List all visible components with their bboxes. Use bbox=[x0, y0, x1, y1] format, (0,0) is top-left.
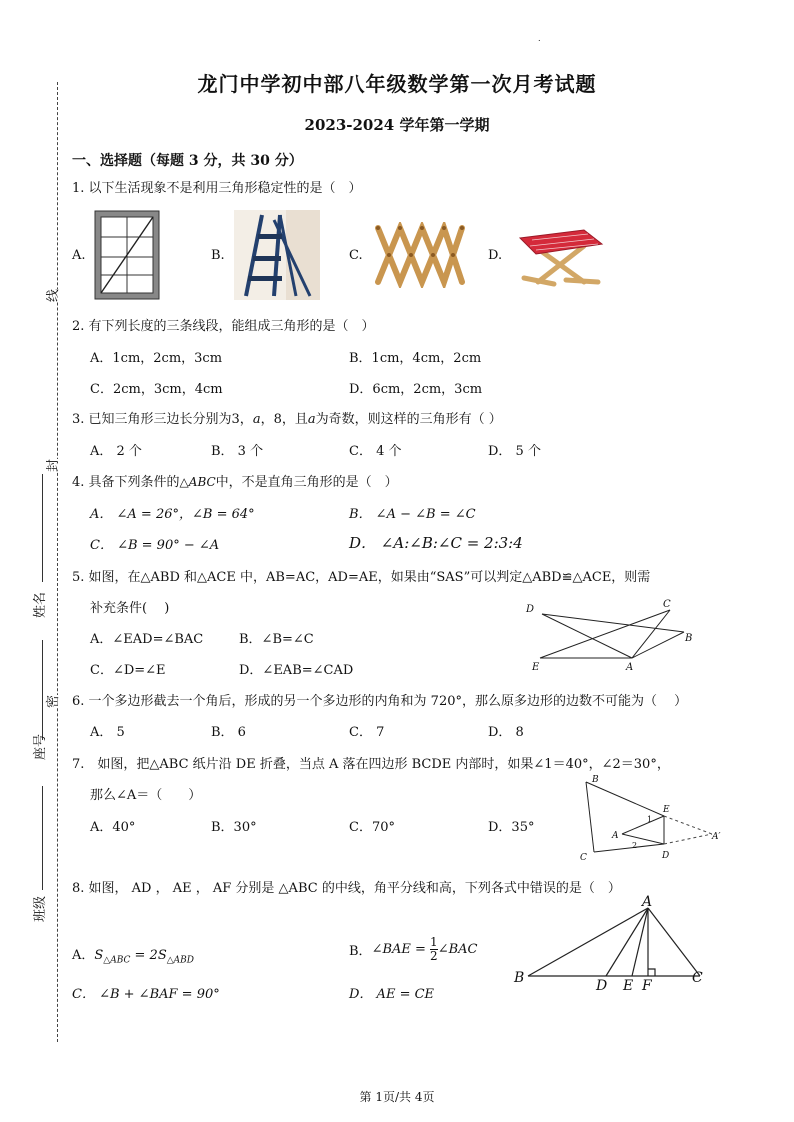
folding-stool-image bbox=[514, 222, 606, 288]
class-label: 班级 bbox=[33, 895, 48, 922]
q6-option-d: D． 8 bbox=[488, 725, 524, 740]
q4-stem: 4. 具备下列条件的△ABC中，不是直角三角形的是（ ） bbox=[72, 475, 398, 490]
name-write-line bbox=[42, 474, 43, 582]
q8-label-b: B bbox=[514, 970, 525, 986]
q7-label-e: E bbox=[663, 805, 670, 815]
q7-angle-1: 1 bbox=[647, 815, 653, 824]
page-subtitle: 2023-2024 学年第一学期 bbox=[304, 116, 490, 134]
q8-stem: 8. 如图， AD ， AE ， AF 分别是 △ABC 的中线，角平分线和高，下列各式中错误的是（ ） bbox=[72, 881, 621, 896]
step-ladder-image bbox=[234, 210, 320, 300]
q3-option-b: B． 3 个 bbox=[211, 444, 264, 459]
q7-label-a-prime: A′ bbox=[712, 832, 721, 842]
q6-option-a: A． 5 bbox=[90, 725, 125, 740]
q5-label-a: A bbox=[626, 662, 634, 673]
q8-option-c: C． ∠B + ∠BAF = 90° bbox=[72, 987, 220, 1002]
q7-label-b: B bbox=[592, 775, 599, 785]
q1-option-b: B. bbox=[211, 248, 225, 263]
q3-option-d: D． 5 个 bbox=[488, 444, 541, 459]
q8-option-d: D． AE = CE bbox=[349, 987, 435, 1002]
q7-option-a: A．40° bbox=[90, 820, 136, 835]
q5-stem-continued: 补充条件( ) bbox=[90, 601, 170, 616]
q7-option-c: C．70° bbox=[349, 820, 395, 835]
class-write-line bbox=[42, 786, 43, 890]
binding-char-mi: 密 bbox=[40, 695, 63, 708]
q2-stem: 2. 有下列长度的三条线段，能组成三角形的是（ ） bbox=[72, 319, 375, 334]
q8-option-a: A．$S_{\triangle ABC} = 2S_{\triangle ABD}$ bbox=[72, 948, 194, 966]
q1-option-d: D. bbox=[488, 248, 503, 263]
q4-option-d: D． ∠A:∠B:∠C = 2:3:4 bbox=[349, 534, 523, 552]
q1-option-c: C. bbox=[349, 248, 363, 263]
q3-option-a: A． 2 个 bbox=[90, 444, 142, 459]
section-heading: 一、选择题（每题 3 分，共 30 分） bbox=[72, 153, 303, 169]
q7-option-b: B．30° bbox=[211, 820, 257, 835]
q8-label-a: A bbox=[642, 894, 653, 910]
q1-option-a: A. bbox=[72, 248, 86, 263]
q2-option-d: D．6cm，2cm，3cm bbox=[349, 382, 483, 397]
q7-figure bbox=[574, 774, 750, 864]
q7-label-c: C bbox=[580, 853, 587, 863]
page-footer: 第 1页/共 4页 bbox=[359, 1090, 435, 1104]
q7-stem-continued: 那么∠A＝（ ） bbox=[90, 788, 202, 803]
q5-stem: 5. 如图，在△ABD 和△ACE 中，AB=AC，AD=AE，如果由“SAS”可以判定△ABD≌△ACE，则需 bbox=[72, 570, 651, 585]
q5-figure bbox=[522, 596, 698, 674]
binding-char-feng: 封 bbox=[40, 459, 63, 472]
seat-label: 座号 bbox=[33, 733, 48, 760]
q8-label-d: D bbox=[596, 978, 608, 992]
q1-stem: 1. 以下生活现象不是利用三角形稳定性的是（ ） bbox=[72, 181, 362, 196]
binding-char-xian: 线 bbox=[40, 289, 63, 302]
q4-option-b: B． ∠A − ∠B = ∠C bbox=[349, 507, 476, 522]
q2-option-a: A．1cm，2cm，3cm bbox=[90, 351, 223, 366]
window-frame-image bbox=[94, 210, 160, 300]
folding-rack-image bbox=[372, 222, 468, 288]
q2-option-c: C．2cm，3cm，4cm bbox=[90, 382, 223, 397]
q5-option-a: A．∠EAD=∠BAC bbox=[90, 632, 204, 647]
q8-label-f: F bbox=[642, 978, 652, 992]
q4-option-c: C． ∠B = 90° − ∠A bbox=[90, 538, 220, 553]
q5-label-d: D bbox=[526, 604, 535, 615]
binding-dashed-line bbox=[57, 82, 58, 1042]
seat-write-line bbox=[42, 640, 43, 740]
q5-option-b: B．∠B=∠C bbox=[239, 632, 314, 647]
q3-stem: 3. 已知三角形三边长分别为3，a，8，且a为奇数，则这样的三角形有（ ） bbox=[72, 412, 502, 427]
name-label: 姓名 bbox=[33, 591, 48, 618]
q4-option-a: A． ∠A = 26°，∠B = 64° bbox=[90, 507, 255, 522]
q8-option-b: B．∠BAE = $\frac{1}{2}$ ∠BAC bbox=[349, 935, 478, 963]
q5-option-d: D．∠EAB=∠CAD bbox=[239, 663, 354, 678]
q6-option-b: B． 6 bbox=[211, 725, 246, 740]
q5-option-c: C．∠D=∠E bbox=[90, 663, 166, 678]
page-title: 龙门中学初中部八年级数学第一次月考试题 bbox=[197, 72, 597, 96]
q8-figure bbox=[508, 892, 714, 992]
q8-label-c: C bbox=[692, 970, 703, 986]
q6-stem: 6. 一个多边形截去一个角后，形成的另一个多边形的内角和为 720°，那么原多边形的边数不可能为（ ） bbox=[72, 694, 688, 709]
q7-stem: 7. 如图，把△ABC 纸片沿 DE 折叠，当点 A 落在四边形 BCDE 内部时，如果∠1＝40°，∠2＝30°， bbox=[72, 757, 670, 772]
q5-label-c: C bbox=[663, 599, 671, 610]
q7-label-a: A bbox=[612, 831, 619, 841]
q6-option-c: C． 7 bbox=[349, 725, 385, 740]
q8-label-e: E bbox=[623, 978, 634, 992]
q5-label-e: E bbox=[532, 662, 540, 673]
q7-angle-2: 2 bbox=[632, 841, 638, 850]
q2-option-b: B．1cm，4cm，2cm bbox=[349, 351, 482, 366]
q7-label-d: D bbox=[662, 851, 670, 861]
q7-option-d: D．35° bbox=[488, 820, 535, 835]
q5-label-b: B bbox=[685, 633, 693, 644]
q3-option-c: C． 4 个 bbox=[349, 444, 402, 459]
